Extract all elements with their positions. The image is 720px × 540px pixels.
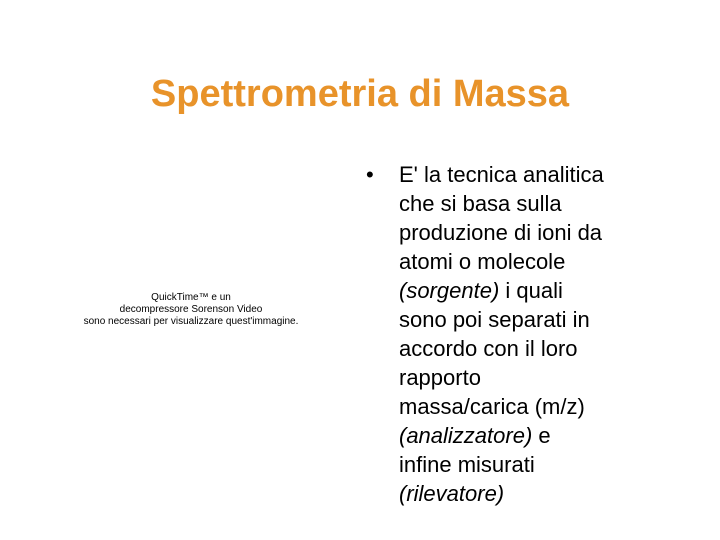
bullet-italic-term: (rilevatore) [399, 481, 505, 506]
bullet-line [399, 450, 696, 479]
bullet-line [399, 276, 696, 305]
bullet-text-segment: che si basa sulla [399, 191, 562, 216]
bullet-text-segment: atomi o molecole [399, 249, 566, 274]
bullet-line [399, 305, 696, 334]
quicktime-notice-line3: sono necessari per visualizzare quest'immagine. [83, 316, 299, 327]
bullet-italic-term: (sorgente) [399, 278, 500, 303]
bullet-item [366, 160, 696, 508]
slide-title: Spettrometria di Massa [150, 73, 570, 115]
bullet-italic-term: (analizzatore) [399, 423, 533, 448]
bullet-line [399, 160, 696, 189]
bullet-text [399, 160, 696, 508]
quicktime-notice-line1: QuickTime™ e un [151, 292, 231, 303]
bullet-line [399, 479, 696, 508]
bullet-line [399, 363, 696, 392]
bullet-marker: • [366, 162, 374, 187]
bullet-line [399, 189, 696, 218]
quicktime-placeholder [40, 292, 342, 328]
bullet-text-segment: massa/carica (m/z) [399, 394, 585, 419]
bullet-text-segment: infine misurati [399, 452, 535, 477]
bullet-line [399, 421, 696, 450]
bullet-text-segment: e [532, 423, 551, 448]
bullet-line [399, 334, 696, 363]
bullet-text-segment: E' la tecnica analitica [399, 162, 604, 187]
bullet-line [399, 218, 696, 247]
bullet-list [366, 160, 696, 508]
bullet-text-segment: sono poi separati in [399, 307, 590, 332]
quicktime-notice-line2: decompressore Sorenson Video [119, 304, 263, 315]
bullet-text-segment: i quali [499, 278, 563, 303]
bullet-line [399, 392, 696, 421]
bullet-line [399, 247, 696, 276]
bullet-text-segment: produzione di ioni da [399, 220, 603, 245]
bullet-text-segment: rapporto [399, 365, 481, 390]
bullet-text-segment: accordo con il loro [399, 336, 578, 361]
